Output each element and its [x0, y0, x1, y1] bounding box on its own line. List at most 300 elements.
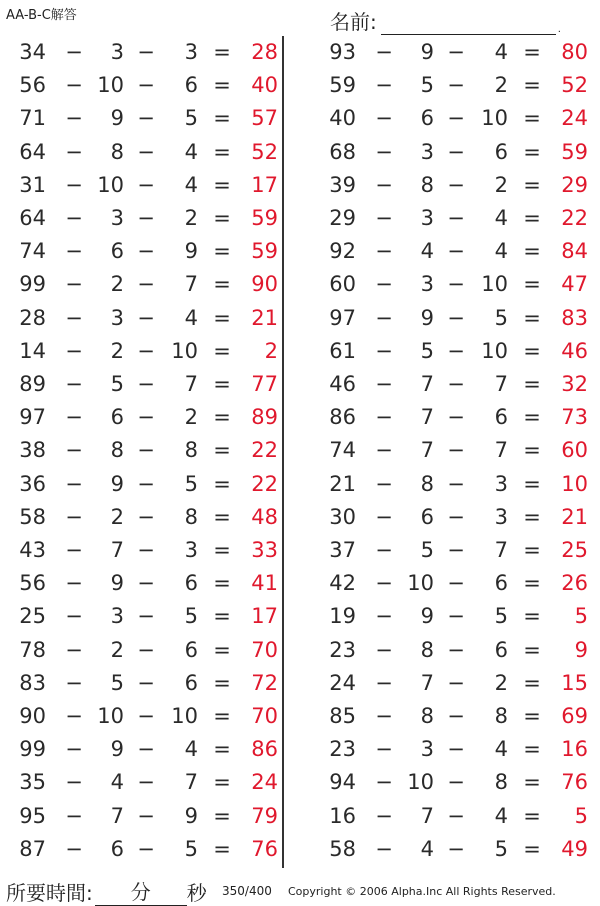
minus-sign: −	[375, 803, 393, 828]
minus-sign: −	[447, 704, 465, 728]
minus-sign: −	[65, 504, 83, 529]
time-taken-field	[6, 876, 207, 906]
operand-a: 35	[19, 770, 46, 795]
problem-row	[0, 169, 290, 202]
equals-sign: =	[213, 239, 231, 264]
minus-sign: −	[375, 73, 393, 98]
operand-a: 56	[19, 73, 46, 98]
problem-row	[0, 36, 290, 69]
answer: 70	[251, 704, 278, 728]
minus-sign: −	[447, 637, 465, 662]
minus-sign: −	[65, 405, 83, 430]
equals-sign: =	[213, 770, 231, 795]
minutes-blank	[95, 876, 187, 906]
minus-sign: −	[447, 239, 465, 264]
operand-c: 7	[184, 372, 198, 396]
answer: 5	[574, 604, 588, 629]
operand-a: 89	[19, 372, 46, 396]
minus-sign: −	[65, 604, 83, 629]
minus-sign: −	[375, 338, 393, 363]
operand-c: 3	[494, 471, 508, 496]
operand-b: 8	[110, 139, 124, 164]
operand-a: 93	[329, 40, 356, 64]
operand-b: 7	[110, 803, 124, 828]
minus-sign: −	[447, 438, 465, 463]
equals-sign: =	[523, 305, 541, 330]
operand-b: 3	[110, 206, 124, 230]
operand-b: 3	[420, 139, 434, 164]
operand-b: 10	[407, 571, 434, 596]
operand-a: 31	[19, 172, 46, 197]
answer: 24	[251, 770, 278, 795]
equals-sign: =	[523, 770, 541, 795]
equals-sign: =	[213, 604, 231, 629]
operand-b: 9	[110, 471, 124, 496]
problem-row	[310, 401, 600, 434]
operand-b: 3	[110, 305, 124, 330]
answer: 83	[561, 305, 588, 330]
problem-row	[310, 700, 600, 733]
minus-sign: −	[137, 272, 155, 297]
equals-sign: =	[523, 338, 541, 363]
minus-sign: −	[137, 239, 155, 264]
minus-sign: −	[447, 40, 465, 64]
operand-c: 2	[494, 73, 508, 98]
operand-a: 87	[19, 836, 46, 861]
operand-c: 7	[184, 272, 198, 297]
problem-row	[0, 833, 290, 866]
answer: 76	[251, 836, 278, 861]
operand-c: 6	[184, 637, 198, 662]
equals-sign: =	[213, 704, 231, 728]
operand-b: 6	[110, 836, 124, 861]
operand-a: 68	[329, 139, 356, 164]
minus-sign: −	[137, 604, 155, 629]
answer: 90	[251, 272, 278, 297]
answer: 86	[251, 737, 278, 762]
minus-sign: −	[447, 305, 465, 330]
operand-c: 8	[494, 770, 508, 795]
operand-b: 5	[420, 73, 434, 98]
answer: 10	[561, 471, 588, 496]
minus-sign: −	[137, 803, 155, 828]
minus-sign: −	[65, 438, 83, 463]
minus-sign: −	[65, 372, 83, 396]
minus-sign: −	[137, 737, 155, 762]
answer: 41	[251, 571, 278, 596]
operand-a: 90	[19, 704, 46, 728]
equals-sign: =	[523, 538, 541, 562]
name-line-end-mark: .	[557, 24, 561, 35]
answer: 47	[561, 272, 588, 297]
answer: 2	[264, 338, 278, 363]
operand-b: 8	[420, 471, 434, 496]
minus-sign: −	[375, 172, 393, 197]
name-field	[330, 6, 561, 35]
minus-sign: −	[137, 73, 155, 98]
minus-sign: −	[137, 40, 155, 64]
minus-sign: −	[447, 73, 465, 98]
operand-c: 6	[184, 73, 198, 98]
problem-row	[310, 335, 600, 368]
problem-row	[310, 468, 600, 501]
operand-a: 94	[329, 770, 356, 795]
operand-c: 6	[494, 139, 508, 164]
operand-c: 5	[184, 471, 198, 496]
equals-sign: =	[523, 372, 541, 396]
operand-b: 6	[110, 239, 124, 264]
answer: 59	[561, 139, 588, 164]
operand-c: 6	[494, 571, 508, 596]
minus-sign: −	[65, 737, 83, 762]
minus-sign: −	[447, 272, 465, 297]
minus-sign: −	[447, 206, 465, 230]
problem-row	[0, 235, 290, 268]
operand-b: 7	[110, 538, 124, 562]
problem-row	[0, 335, 290, 368]
operand-a: 97	[19, 405, 46, 430]
problem-row	[310, 634, 600, 667]
minus-sign: −	[375, 604, 393, 629]
problem-row	[310, 69, 600, 102]
equals-sign: =	[523, 405, 541, 430]
equals-sign: =	[213, 40, 231, 64]
equals-sign: =	[523, 471, 541, 496]
equals-sign: =	[523, 803, 541, 828]
answer: 22	[251, 438, 278, 463]
operand-c: 2	[184, 405, 198, 430]
problem-row	[310, 833, 600, 866]
minus-sign: −	[447, 770, 465, 795]
operand-c: 5	[494, 836, 508, 861]
operand-a: 43	[19, 538, 46, 562]
minus-sign: −	[447, 471, 465, 496]
minutes-unit: 分	[130, 880, 151, 904]
operand-c: 6	[494, 405, 508, 430]
minus-sign: −	[447, 836, 465, 861]
minus-sign: −	[375, 538, 393, 562]
problem-row	[0, 700, 290, 733]
operand-c: 4	[494, 803, 508, 828]
minus-sign: −	[447, 604, 465, 629]
minus-sign: −	[375, 836, 393, 861]
answer: 32	[561, 372, 588, 396]
operand-c: 5	[494, 305, 508, 330]
minus-sign: −	[137, 704, 155, 728]
minus-sign: −	[65, 338, 83, 363]
equals-sign: =	[213, 206, 231, 230]
operand-b: 9	[420, 40, 434, 64]
operand-a: 56	[19, 571, 46, 596]
operand-a: 74	[329, 438, 356, 463]
minus-sign: −	[65, 239, 83, 264]
operand-c: 4	[494, 737, 508, 762]
answer: 89	[251, 405, 278, 430]
equals-sign: =	[213, 737, 231, 762]
equals-sign: =	[213, 571, 231, 596]
operand-c: 4	[184, 737, 198, 762]
operand-a: 97	[329, 305, 356, 330]
problem-row	[0, 368, 290, 401]
equals-sign: =	[523, 172, 541, 197]
minus-sign: −	[447, 571, 465, 596]
answer: 57	[251, 106, 278, 131]
answer: 22	[251, 471, 278, 496]
minus-sign: −	[137, 504, 155, 529]
operand-c: 4	[494, 239, 508, 264]
minus-sign: −	[447, 737, 465, 762]
equals-sign: =	[213, 338, 231, 363]
operand-c: 5	[494, 604, 508, 629]
operand-a: 92	[329, 239, 356, 264]
operand-c: 6	[184, 670, 198, 695]
problem-row	[310, 800, 600, 833]
equals-sign: =	[213, 836, 231, 861]
problem-row	[310, 368, 600, 401]
answer: 25	[561, 538, 588, 562]
name-blank-line	[381, 14, 556, 35]
operand-c: 8	[494, 704, 508, 728]
minus-sign: −	[65, 637, 83, 662]
operand-b: 10	[407, 770, 434, 795]
operand-c: 4	[184, 139, 198, 164]
minus-sign: −	[137, 405, 155, 430]
problem-row	[310, 501, 600, 534]
operand-a: 85	[329, 704, 356, 728]
equals-sign: =	[523, 637, 541, 662]
minus-sign: −	[65, 670, 83, 695]
score: 350/400	[222, 884, 272, 898]
equals-sign: =	[523, 571, 541, 596]
equals-sign: =	[523, 604, 541, 629]
problem-row	[0, 136, 290, 169]
problem-row	[310, 733, 600, 766]
operand-a: 64	[19, 206, 46, 230]
operand-a: 14	[19, 338, 46, 363]
minus-sign: −	[375, 372, 393, 396]
operand-b: 8	[420, 704, 434, 728]
minus-sign: −	[375, 504, 393, 529]
problem-row	[0, 766, 290, 799]
operand-c: 4	[494, 40, 508, 64]
problem-row	[0, 634, 290, 667]
problem-row	[310, 434, 600, 467]
operand-b: 4	[110, 770, 124, 795]
minus-sign: −	[137, 305, 155, 330]
equals-sign: =	[523, 704, 541, 728]
operand-b: 5	[420, 338, 434, 363]
equals-sign: =	[213, 471, 231, 496]
operand-a: 58	[329, 836, 356, 861]
minus-sign: −	[447, 172, 465, 197]
minus-sign: −	[375, 40, 393, 64]
operand-a: 59	[329, 73, 356, 98]
operand-c: 4	[184, 305, 198, 330]
minus-sign: −	[375, 239, 393, 264]
operand-a: 37	[329, 538, 356, 562]
minus-sign: −	[137, 438, 155, 463]
operand-c: 3	[184, 40, 198, 64]
minus-sign: −	[375, 571, 393, 596]
operand-c: 8	[184, 504, 198, 529]
minus-sign: −	[447, 504, 465, 529]
operand-a: 28	[19, 305, 46, 330]
worksheet-title: AA-B-C解答	[6, 8, 77, 23]
minus-sign: −	[65, 172, 83, 197]
minus-sign: −	[65, 139, 83, 164]
operand-b: 3	[420, 206, 434, 230]
minus-sign: −	[375, 272, 393, 297]
equals-sign: =	[213, 305, 231, 330]
minus-sign: −	[137, 637, 155, 662]
problem-row	[310, 567, 600, 600]
minus-sign: −	[375, 139, 393, 164]
answer: 24	[561, 106, 588, 131]
minus-sign: −	[447, 338, 465, 363]
answer: 76	[561, 770, 588, 795]
operand-b: 7	[420, 803, 434, 828]
answer: 69	[561, 704, 588, 728]
minus-sign: −	[137, 770, 155, 795]
operand-b: 9	[110, 737, 124, 762]
minus-sign: −	[137, 538, 155, 562]
problem-row	[0, 501, 290, 534]
answer: 73	[561, 405, 588, 430]
minus-sign: −	[375, 737, 393, 762]
problem-row	[0, 567, 290, 600]
minus-sign: −	[65, 471, 83, 496]
operand-b: 5	[420, 538, 434, 562]
minus-sign: −	[137, 471, 155, 496]
answer: 46	[561, 338, 588, 363]
minus-sign: −	[447, 670, 465, 695]
problem-row	[310, 202, 600, 235]
seconds-unit: 秒	[186, 881, 207, 905]
minus-sign: −	[375, 405, 393, 430]
operand-a: 83	[19, 670, 46, 695]
operand-b: 2	[110, 637, 124, 662]
minus-sign: −	[375, 670, 393, 695]
operand-a: 60	[329, 272, 356, 297]
equals-sign: =	[523, 206, 541, 230]
answer: 9	[574, 637, 588, 662]
operand-c: 6	[494, 637, 508, 662]
answer: 79	[251, 803, 278, 828]
equals-sign: =	[523, 272, 541, 297]
operand-b: 4	[420, 836, 434, 861]
operand-b: 6	[420, 106, 434, 131]
operand-b: 6	[110, 405, 124, 430]
minus-sign: −	[137, 206, 155, 230]
answer: 52	[251, 139, 278, 164]
equals-sign: =	[213, 372, 231, 396]
answer: 21	[251, 305, 278, 330]
operand-a: 86	[329, 405, 356, 430]
problem-row	[0, 302, 290, 335]
name-label: 名前:	[330, 10, 377, 34]
problem-row	[0, 202, 290, 235]
minus-sign: −	[65, 704, 83, 728]
operand-a: 34	[19, 40, 46, 64]
answer: 21	[561, 504, 588, 529]
problem-row	[0, 468, 290, 501]
minus-sign: −	[65, 770, 83, 795]
copyright: Copyright © 2006 Alpha.Inc All Rights Reserved.	[288, 885, 556, 898]
operand-b: 9	[110, 571, 124, 596]
operand-a: 23	[329, 737, 356, 762]
operand-a: 40	[329, 106, 356, 131]
operand-a: 19	[329, 604, 356, 629]
problem-row	[0, 667, 290, 700]
operand-c: 5	[184, 106, 198, 131]
answer: 80	[561, 40, 588, 64]
problem-row	[0, 733, 290, 766]
operand-c: 2	[184, 206, 198, 230]
minus-sign: −	[137, 670, 155, 695]
problem-row	[0, 434, 290, 467]
equals-sign: =	[523, 40, 541, 64]
operand-b: 10	[97, 73, 124, 98]
minus-sign: −	[137, 372, 155, 396]
equals-sign: =	[213, 405, 231, 430]
minus-sign: −	[375, 704, 393, 728]
operand-a: 99	[19, 737, 46, 762]
operand-b: 6	[420, 504, 434, 529]
operand-b: 7	[420, 405, 434, 430]
problem-row	[310, 534, 600, 567]
problem-row	[0, 600, 290, 633]
operand-a: 74	[19, 239, 46, 264]
answer: 26	[561, 571, 588, 596]
answer: 49	[561, 836, 588, 861]
operand-b: 2	[110, 338, 124, 363]
equals-sign: =	[523, 239, 541, 264]
operand-b: 8	[420, 172, 434, 197]
minus-sign: −	[137, 139, 155, 164]
minus-sign: −	[65, 272, 83, 297]
equals-sign: =	[213, 670, 231, 695]
operand-b: 7	[420, 670, 434, 695]
equals-sign: =	[523, 438, 541, 463]
minus-sign: −	[375, 305, 393, 330]
minus-sign: −	[65, 106, 83, 131]
operand-b: 8	[110, 438, 124, 463]
operand-b: 9	[420, 305, 434, 330]
answer: 59	[251, 239, 278, 264]
answer: 40	[251, 73, 278, 98]
operand-c: 9	[184, 239, 198, 264]
operand-c: 10	[481, 338, 508, 363]
minus-sign: −	[65, 571, 83, 596]
minus-sign: −	[447, 405, 465, 430]
equals-sign: =	[523, 836, 541, 861]
equals-sign: =	[213, 139, 231, 164]
minus-sign: −	[447, 538, 465, 562]
problem-row	[310, 136, 600, 169]
minus-sign: −	[65, 538, 83, 562]
operand-c: 7	[494, 438, 508, 463]
problem-row	[0, 69, 290, 102]
operand-c: 3	[494, 504, 508, 529]
problem-row	[310, 667, 600, 700]
operand-b: 3	[420, 272, 434, 297]
problem-row	[310, 36, 600, 69]
equals-sign: =	[523, 737, 541, 762]
operand-c: 2	[494, 670, 508, 695]
operand-a: 25	[19, 604, 46, 629]
operand-b: 3	[110, 604, 124, 629]
problem-row	[0, 534, 290, 567]
